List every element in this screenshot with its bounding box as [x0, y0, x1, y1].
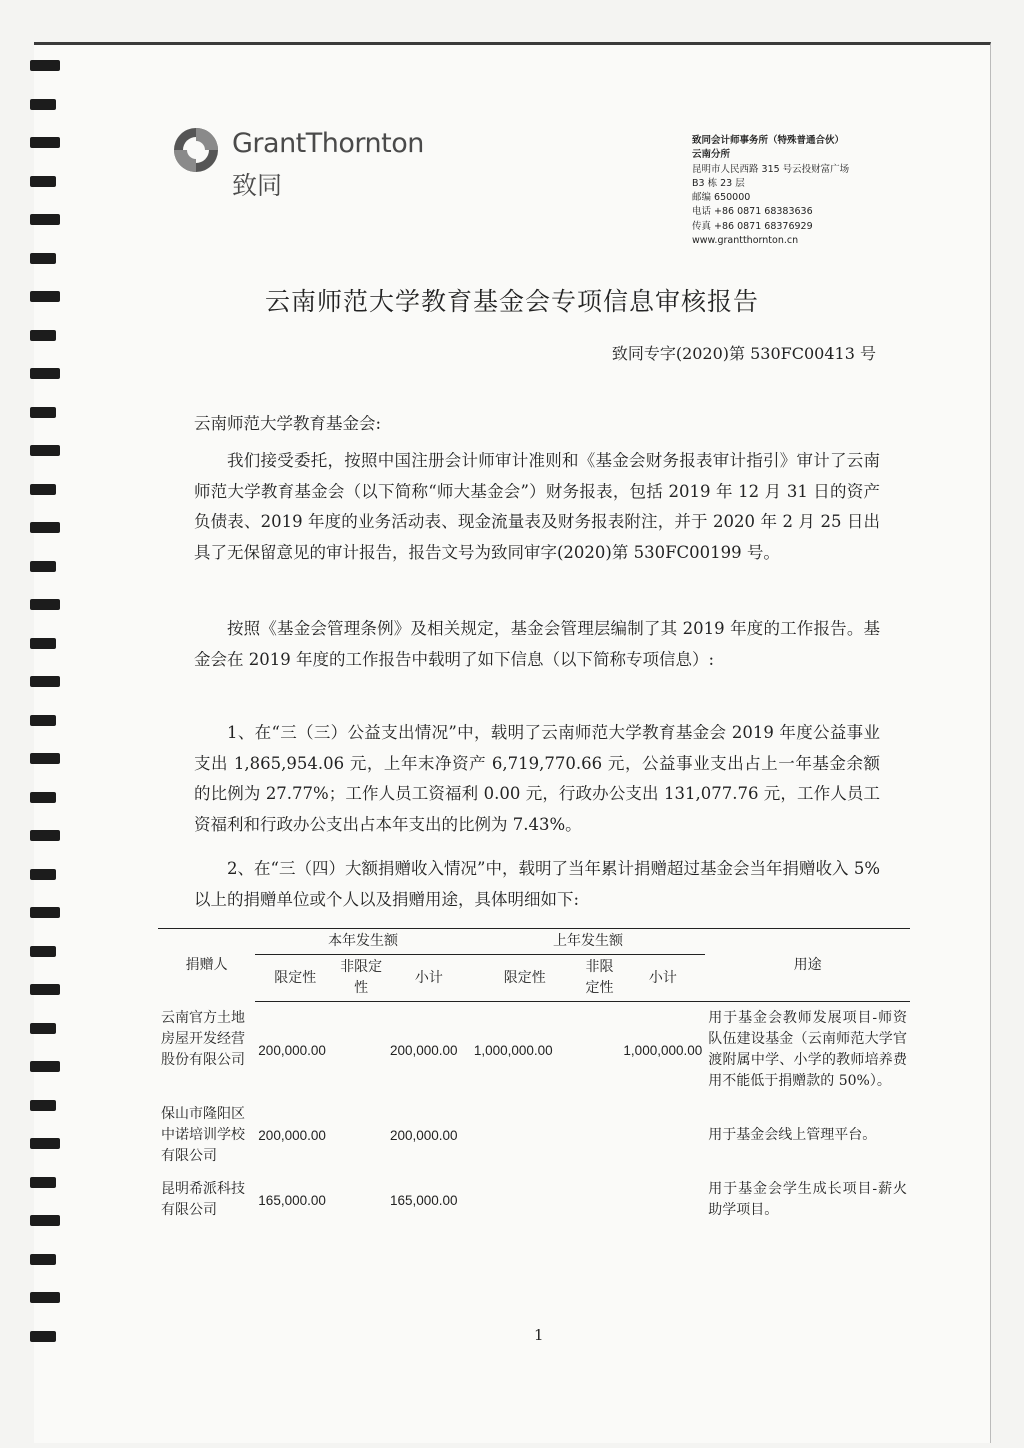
paragraph-large-donations: 2、在“三（四）大额捐赠收入情况”中，载明了当年累计捐赠超过基金会当年捐赠收入 5%以上的捐赠单位或个人以及捐赠用途，具体明细如下: [194, 859, 880, 909]
binding-ring [30, 1061, 60, 1072]
binding-ring [30, 60, 60, 71]
header-restricted: 限定性 [471, 955, 579, 1002]
binding-ring [30, 1100, 56, 1111]
prior-unrestricted [579, 1098, 621, 1173]
binding-ring [30, 1254, 56, 1265]
table-row [158, 1002, 910, 1099]
report-title: 云南师范大学教育基金会专项信息审核报告 [264, 287, 759, 316]
binding-ring [30, 1023, 56, 1034]
binding-ring [30, 1177, 56, 1188]
header-donor: 捐赠人 [158, 929, 255, 1002]
current-subtotal: 200,000.00 [389, 1128, 458, 1143]
prior-unrestricted [579, 1173, 621, 1227]
header-prior-year: 上年发生额 [471, 929, 705, 955]
binding-ring [30, 676, 60, 687]
donation-purpose: 用于基金会线上管理平台。 [708, 1127, 877, 1143]
binding-ring [30, 792, 56, 803]
donation-purpose: 用于基金会教师发展项目-师资队伍建设基金（云南师范大学官渡附属中学、小学的教师培养费用不能低于捐赠款的 50%）。 [708, 1010, 907, 1089]
header-purpose: 用途 [705, 929, 910, 1002]
address-line: B3 栋 23 层 [692, 177, 745, 189]
binding-ring [30, 484, 56, 495]
binding-ring [30, 830, 60, 841]
current-subtotal: 200,000.00 [389, 1042, 458, 1058]
donor-name: 云南官方土地房屋开发经营股份有限公司 [161, 1009, 245, 1068]
binding-ring [30, 753, 60, 764]
address-line: 昆明市人民西路 315 号云投财富广场 [692, 163, 850, 175]
prior-unrestricted [579, 1002, 621, 1099]
prior-restricted [471, 1098, 579, 1173]
prior-restricted: 1,000,000.00 [473, 1042, 553, 1058]
header-unrestricted: 非限定性 [579, 955, 621, 1002]
paragraph-engagement: 我们接受委托，按照中国注册会计师审计准则和《基金会财务报表审计指引》审计了云南师范大学教育基金会（以下简称“师大基金会”）财务报表，包括 2019 年 12 月 31 日的资产负债表、2019 年度的业务活动表、现金流量表及财务报表附注，并于 2020 年 2 月 25 日出具了无保留意见的审计报告，报告文号为致同审字(2020)第 530FC00199 号。 [194, 451, 880, 562]
donor-name: 昆明希派科技有限公司 [161, 1181, 245, 1218]
logo-chinese-name: 致同 [232, 171, 283, 200]
binding-ring [30, 253, 56, 264]
firm-address-block [692, 134, 849, 248]
address-line: 电话 +86 0871 68383636 [692, 206, 813, 218]
binding-ring [30, 137, 60, 148]
report-reference-number: 致同专字(2020)第 530FC00413 号 [611, 344, 876, 363]
binding-ring [30, 869, 56, 880]
table-row [158, 1098, 910, 1173]
donor-name: 保山市隆阳区中诺培训学校有限公司 [161, 1106, 245, 1164]
prior-restricted [471, 1173, 579, 1227]
binding-ring [30, 522, 60, 533]
binding-ring [30, 638, 56, 649]
binding-ring [30, 176, 56, 187]
donation-purpose: 用于基金会学生成长项目-薪火助学项目。 [708, 1181, 907, 1218]
binding-ring [30, 214, 60, 225]
binding-ring [30, 984, 60, 995]
binding-ring [30, 1331, 56, 1342]
logo-name: GrantThornton [232, 128, 424, 159]
header-subtotal: 小计 [387, 955, 471, 1002]
binding-ring [30, 1215, 60, 1226]
binding-ring [30, 99, 56, 110]
address-line: 致同会计师事务所（特殊普通合伙） [692, 135, 845, 146]
address-line: www.grantthornton.cn [692, 235, 799, 247]
binding-ring [30, 907, 60, 918]
address-line: 云南分所 [692, 149, 731, 161]
prior-subtotal: 1,000,000.00 [623, 1042, 703, 1058]
binding-ring [30, 445, 60, 456]
current-unrestricted [335, 1002, 387, 1099]
binding-ring [30, 330, 56, 341]
binding-ring [30, 407, 56, 418]
current-subtotal: 165,000.00 [389, 1192, 458, 1208]
donation-table [158, 928, 910, 1227]
paragraph-public-welfare-expense: 1、在“三（三）公益支出情况”中，载明了云南师范大学教育基金会 2019 年度公益事业支出 1,865,954.06 元，上年末净资产 6,719,770.66 元，公益事业支出占上一年基金余额的比例为 27.77%；工作人员工资福利 0.00 元，行政办公支出 131,077.76 元，工作人员工资福利和行政办公支出占本年支出的比例为 7.43%。 [194, 723, 880, 834]
binding-ring [30, 368, 60, 379]
spiral-binding [30, 60, 64, 1380]
current-unrestricted [335, 1173, 387, 1227]
grant-thornton-logo-icon [172, 126, 220, 174]
address-line: 传真 +86 0871 68376929 [692, 220, 813, 232]
paragraph-work-report: 按照《基金会管理条例》及相关规定，基金会管理层编制了其 2019 年度的工作报告。基金会在 2019 年度的工作报告中载明了如下信息（以下简称专项信息）: [194, 619, 880, 669]
table-row [158, 1173, 910, 1227]
header-subtotal: 小计 [620, 955, 705, 1002]
prior-subtotal [620, 1098, 705, 1173]
binding-ring [30, 599, 60, 610]
current-unrestricted [335, 1098, 387, 1173]
binding-ring [30, 715, 56, 726]
binding-ring [30, 946, 56, 957]
header-restricted: 限定性 [255, 955, 335, 1002]
address-line: 邮编 650000 [692, 192, 751, 204]
header-unrestricted: 非限定性 [335, 955, 387, 1002]
binding-ring [30, 1138, 60, 1149]
salutation: 云南师范大学教育基金会: [194, 414, 382, 433]
binding-ring [30, 561, 56, 572]
current-restricted: 200,000.00 [258, 1128, 326, 1143]
header-current-year: 本年发生额 [255, 929, 471, 955]
prior-subtotal [620, 1173, 705, 1227]
page-number: 1 [534, 1326, 544, 1344]
binding-ring [30, 1292, 60, 1303]
current-restricted: 200,000.00 [258, 1042, 326, 1058]
current-restricted: 165,000.00 [258, 1192, 326, 1208]
